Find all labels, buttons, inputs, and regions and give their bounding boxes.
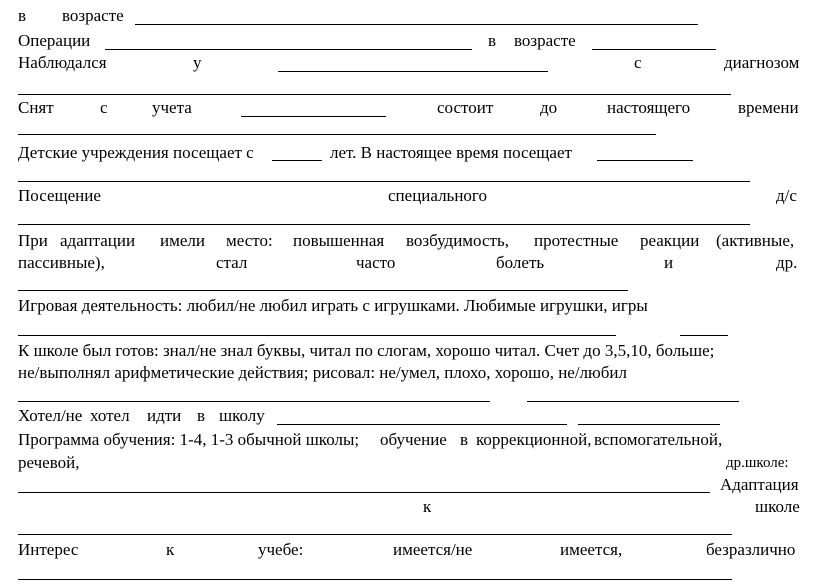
blank-line[interactable] — [578, 424, 720, 425]
text-vozbudimost: возбудимость, — [406, 231, 509, 250]
text-chasto: часто — [356, 253, 396, 272]
text-k-shkole-byl-gotov: К школе был готов: знал/не знал буквы, читал по слогам, хорошо читал. Счет до 3,5,10, больше; — [18, 341, 715, 360]
text-k: к — [166, 540, 175, 559]
text-spetsialnogo: специального — [388, 186, 487, 205]
text-do: до — [540, 98, 558, 117]
text-interes: Интерес — [18, 540, 79, 559]
text-v: в — [460, 430, 469, 449]
blank-line[interactable] — [18, 94, 731, 95]
text-ucheta: учета — [152, 98, 192, 117]
text-obuchenie: обучение — [380, 430, 447, 449]
text-bolet: болеть — [496, 253, 545, 272]
text-khotel: хотел — [90, 406, 130, 425]
text-korrektsionnoi: коррекционной, — [476, 430, 592, 449]
text-dr-shkole: др.школе: — [726, 455, 789, 471]
text-v: в — [18, 6, 27, 25]
blank-line[interactable] — [18, 224, 750, 225]
text-imeetsia: имеется, — [560, 540, 623, 559]
text-u: у — [193, 53, 202, 72]
text-operatsii: Операции — [18, 31, 91, 50]
text-protestnye: протестные — [534, 231, 619, 250]
text-rechevoi: речевой, — [18, 453, 80, 472]
blank-line[interactable] — [272, 160, 322, 161]
text-v: в — [197, 406, 206, 425]
text-stal: стал — [216, 253, 248, 272]
text-vremeni: времени — [738, 98, 799, 117]
text-i: и — [664, 253, 674, 272]
blank-line[interactable] — [278, 71, 548, 72]
blank-line[interactable] — [597, 160, 693, 161]
text-passivnye: пассивные), — [18, 253, 105, 272]
text-k: к — [423, 497, 432, 516]
text-diagnozom: диагнозом — [724, 53, 800, 72]
text-nastoiashchego: настоящего — [607, 98, 691, 117]
text-idti: идти — [147, 406, 182, 425]
blank-line[interactable] — [277, 424, 567, 425]
text-sniat: Снят — [18, 98, 54, 117]
text-mesto: место: — [226, 231, 273, 250]
text-khotel-ne: Хотел/не — [18, 406, 83, 425]
blank-line[interactable] — [680, 335, 728, 336]
blank-line[interactable] — [18, 335, 616, 336]
blank-line[interactable] — [18, 290, 628, 291]
text-reaktsii: реакции — [640, 231, 700, 250]
text-bezrazlichno: безразлично — [706, 540, 796, 559]
blank-line[interactable] — [241, 116, 386, 117]
text-povyshennaia: повышенная — [293, 231, 385, 250]
text-imeetsia-ne: имеется/не — [393, 540, 473, 559]
text-poseshchenie: Посещение — [18, 186, 101, 205]
text-v: в — [488, 31, 497, 50]
text-nabliudalsia: Наблюдался — [18, 53, 107, 72]
blank-line[interactable] — [18, 579, 732, 580]
text-vozraste: возрасте — [62, 6, 124, 25]
text-uchebe: учебе: — [258, 540, 304, 559]
text-let-posещает: лет. В настоящее время посещает — [330, 143, 572, 162]
blank-line[interactable] — [135, 24, 698, 25]
blank-line[interactable] — [105, 49, 472, 50]
text-imeli: имели — [160, 231, 205, 250]
text-pri: При — [18, 231, 48, 250]
blank-line[interactable] — [18, 534, 732, 535]
text-programma-obucheniia: Программа обучения: 1-4, 1-3 обычной школы; — [18, 430, 360, 449]
text-adaptatsii: адаптации — [60, 231, 136, 250]
text-detskie-uchrezhdeniia: Детские учреждения посещает с — [18, 143, 254, 162]
blank-line[interactable] — [18, 492, 710, 493]
text-sostoit: состоит — [437, 98, 494, 117]
text-shkolu: школу — [219, 406, 265, 425]
text-vozraste: возрасте — [514, 31, 576, 50]
text-vspomogatelnoi: вспомогательной, — [594, 430, 723, 449]
text-arifmeticheskie: не/выполнял арифметические действия; рисовал: не/умел, плохо, хорошо, не/любил — [18, 363, 627, 382]
text-s: с — [634, 53, 642, 72]
text-ds: д/с — [776, 186, 797, 205]
text-adaptatsiia: Адаптация — [720, 475, 799, 494]
text-shkole: школе — [755, 497, 800, 516]
text-igrovaia-deiatelnost: Игровая деятельность: любил/не любил играть с игрушками. Любимые игрушки, игры — [18, 296, 648, 315]
blank-line[interactable] — [18, 401, 490, 402]
blank-line[interactable] — [18, 181, 750, 182]
blank-line[interactable] — [18, 134, 656, 135]
text-aktivnye: (активные, — [716, 231, 795, 250]
text-s: с — [100, 98, 108, 117]
blank-line[interactable] — [592, 49, 716, 50]
text-dr: др. — [776, 253, 798, 272]
blank-line[interactable] — [527, 401, 739, 402]
